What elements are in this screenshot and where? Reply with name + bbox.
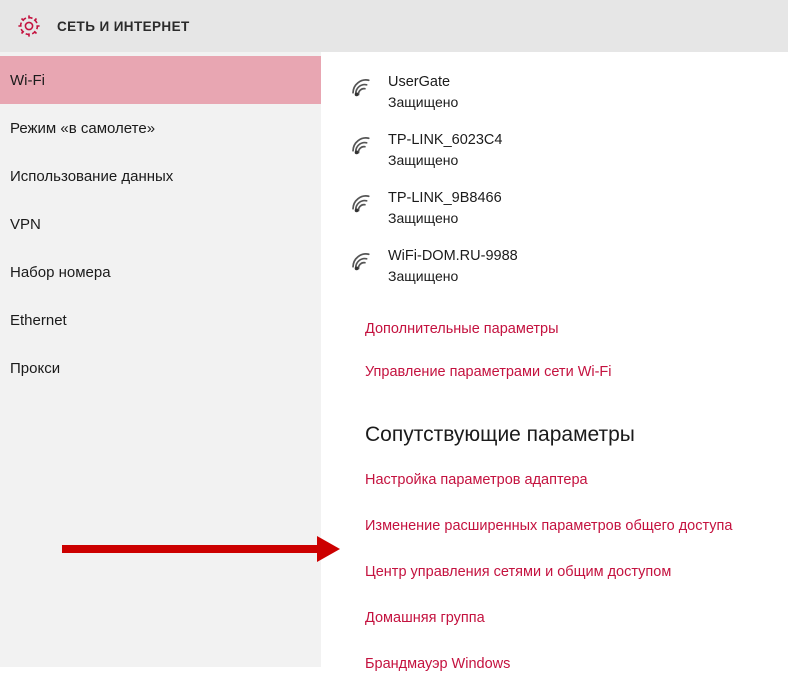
wifi-signal-icon bbox=[344, 76, 378, 98]
link-advanced-options[interactable]: Дополнительные параметры bbox=[365, 321, 559, 337]
sidebar-item-label: Wi-Fi bbox=[10, 71, 45, 89]
sidebar-item-label: Режим «в самолете» bbox=[10, 119, 156, 137]
link-homegroup[interactable]: Домашняя группа bbox=[365, 610, 485, 626]
link-network-and-sharing-center[interactable]: Центр управления сетями и общим доступом bbox=[365, 564, 672, 580]
list-item[interactable] bbox=[344, 126, 788, 184]
link-adapter-settings[interactable]: Настройка параметров адаптера bbox=[365, 472, 588, 488]
sidebar-item-vpn[interactable] bbox=[0, 200, 321, 248]
related-settings-links bbox=[365, 471, 788, 673]
wifi-name: UserGate bbox=[388, 74, 451, 90]
sidebar-item-dial-up[interactable] bbox=[0, 248, 321, 296]
wifi-name: TP-LINK_9B8466 bbox=[388, 190, 502, 206]
wifi-status: Защищено bbox=[388, 94, 459, 110]
sidebar-item-label: VPN bbox=[10, 215, 41, 233]
sidebar-item-proxy[interactable] bbox=[0, 344, 321, 392]
wifi-status: Защищено bbox=[388, 152, 459, 168]
link-manage-wifi-settings[interactable]: Управление параметрами сети Wi-Fi bbox=[365, 364, 612, 380]
sidebar-item-label: Прокси bbox=[10, 359, 61, 377]
related-settings-title: Сопутствующие параметры bbox=[365, 423, 635, 446]
wifi-name: WiFi-DOM.RU-9988 bbox=[388, 248, 518, 264]
wifi-signal-icon bbox=[344, 192, 378, 214]
sidebar-item-wi-fi[interactable] bbox=[0, 56, 321, 104]
gear-icon bbox=[14, 11, 44, 41]
sidebar-item-label: Набор номера bbox=[10, 263, 111, 281]
link-windows-firewall[interactable]: Брандмауэр Windows bbox=[365, 656, 511, 672]
wifi-status: Защищено bbox=[388, 268, 459, 284]
sidebar bbox=[0, 52, 321, 667]
wifi-signal-icon bbox=[344, 134, 378, 156]
wifi-network-list bbox=[344, 68, 788, 300]
sidebar-item-airplane-mode[interactable] bbox=[0, 104, 321, 152]
sidebar-item-label: Использование данных bbox=[10, 167, 174, 185]
list-item[interactable] bbox=[344, 242, 788, 300]
link-sharing-options[interactable]: Изменение расширенных параметров общего доступа bbox=[365, 518, 733, 534]
content-pane bbox=[321, 52, 788, 672]
wifi-status: Защищено bbox=[388, 210, 459, 226]
list-item[interactable] bbox=[344, 184, 788, 242]
wifi-signal-icon bbox=[344, 250, 378, 272]
sidebar-item-label: Ethernet bbox=[10, 311, 67, 329]
sidebar-item-data-usage[interactable] bbox=[0, 152, 321, 200]
page-title: СЕТЬ И ИНТЕРНЕТ bbox=[57, 18, 190, 34]
window-header bbox=[0, 0, 788, 52]
list-item[interactable] bbox=[344, 68, 788, 126]
window-body bbox=[0, 52, 788, 672]
sidebar-item-ethernet[interactable] bbox=[0, 296, 321, 344]
wifi-name: TP-LINK_6023C4 bbox=[388, 132, 503, 148]
